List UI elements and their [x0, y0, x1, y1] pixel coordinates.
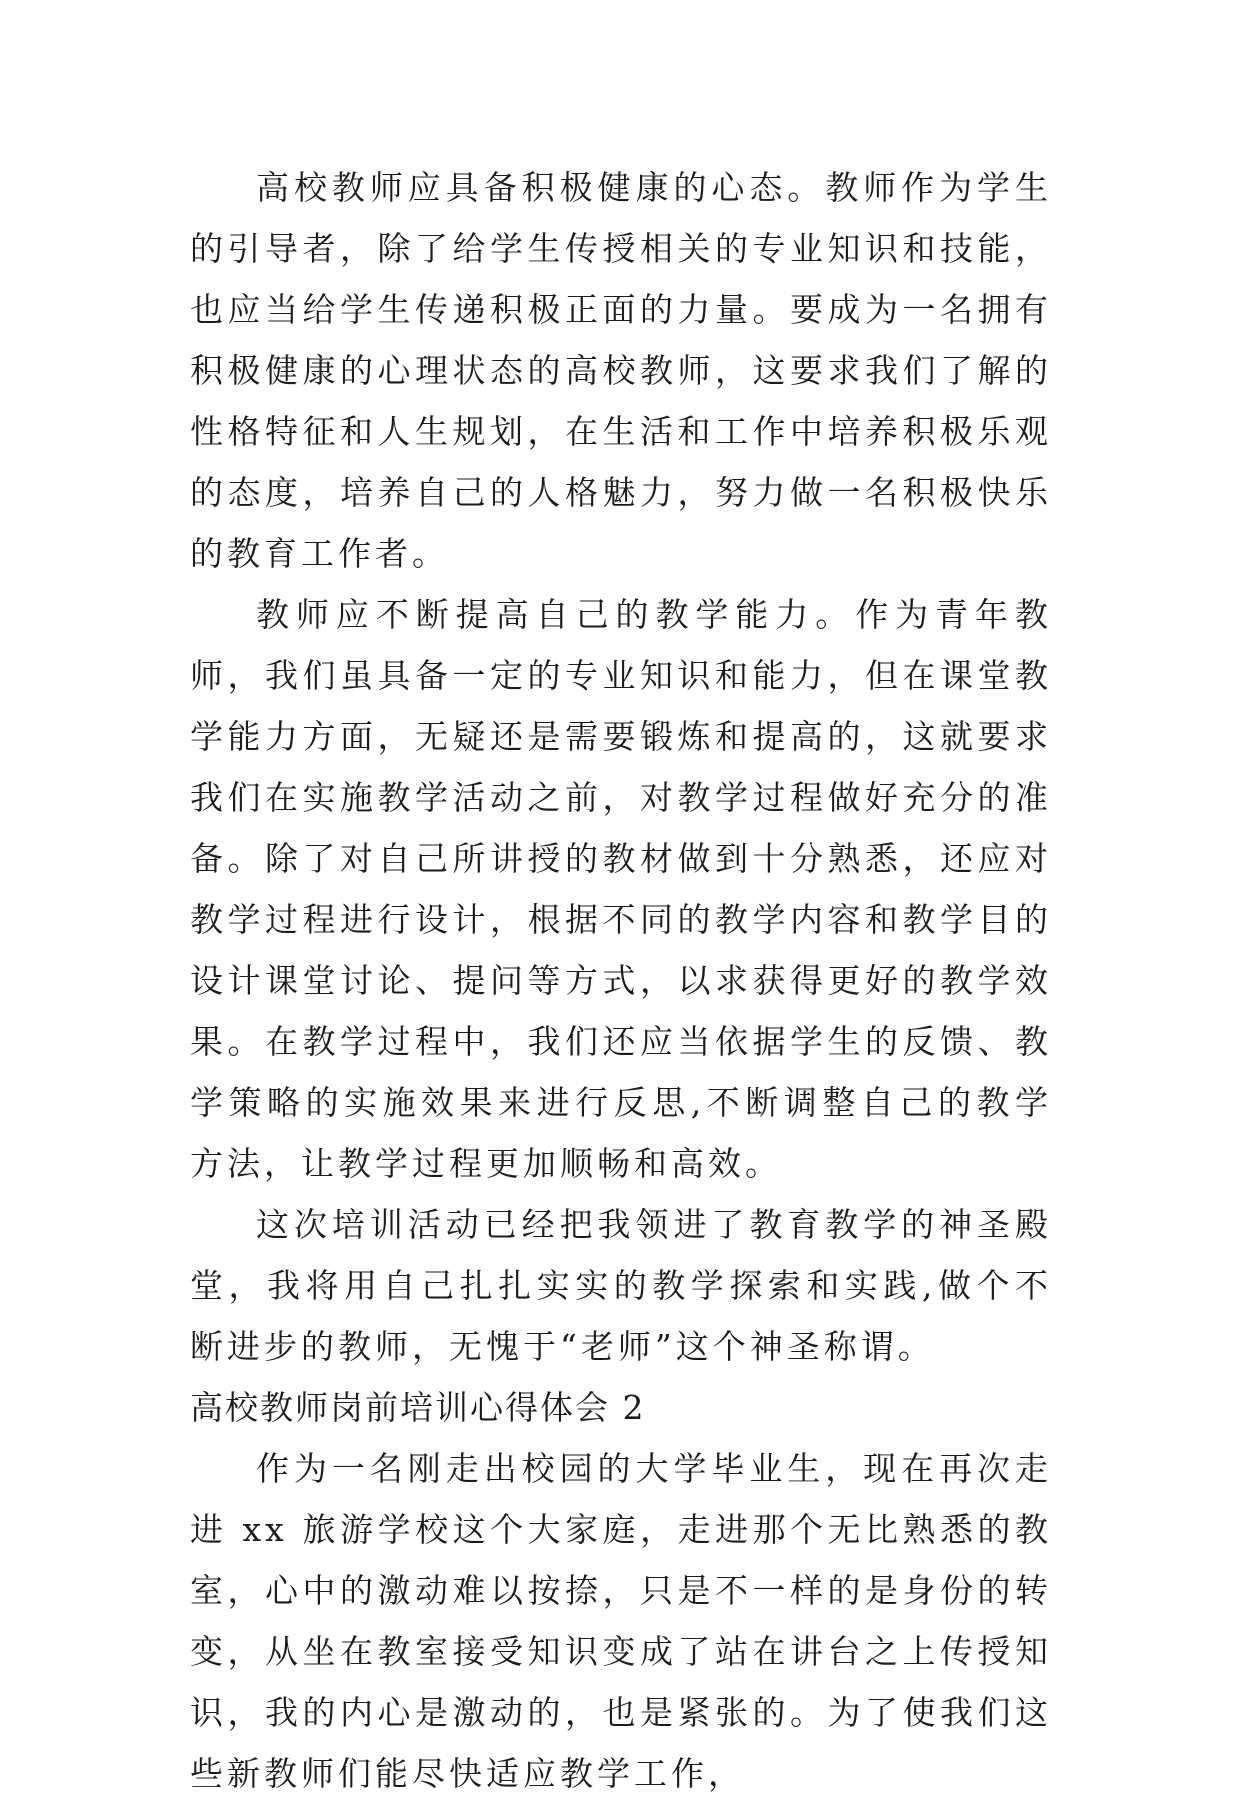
paragraph-new-graduate: 作为一名刚走出校园的大学毕业生，现在再次走进 xx 旅游学校这个大家庭，走进那个无比熟悉的教室，心中的激动难以按捺，只是不一样的是身份的转变，从坐在教室接受知识变成了站在讲台之上传授知识，我的内心是激动的，也是紧张的。为了使我们这些新教师们能尽快适应教学工作， [190, 1449, 1052, 1793]
paragraph-teaching-ability: 教师应不断提高自己的教学能力。作为青年教师，我们虽具备一定的专业知识和能力，但在课堂教学能力方面，无疑还是需要锻炼和提高的，这就要求我们在实施教学活动之前，对教学过程做好充分的准备。除了对自己所讲授的教材做到十分熟悉，还应对教学过程进行设计，根据不同的教学内容和教学目的设计课堂讨论、提问等方式，以求获得更好的教学效果。在教学过程中，我们还应当依据学生的反馈、教学策略的实施效果来进行反思,不断调整自己的教学方法，让教学过程更加顺畅和高效。 [190, 595, 1052, 1183]
paragraph-training-conclusion: 这次培训活动已经把我领进了教育教学的神圣殿堂，我将用自己扎扎实实的教学探索和实践,做个不断进步的教师，无愧于“老师”这个神圣称谓。 [190, 1205, 1052, 1366]
document-page [190, 157, 1052, 1804]
paragraph-positive-attitude: 高校教师应具备积极健康的心态。教师作为学生的引导者，除了给学生传授相关的专业知识和技能，也应当给学生传递积极正面的力量。要成为一名拥有积极健康的心理状态的高校教师，这要求我们了解的性格特征和人生规划，在生活和工作中培养积极乐观的态度，培养自己的人格魅力，努力做一名积极快乐的教育工作者。 [190, 168, 1052, 573]
section-heading: 高校教师岗前培训心得体会 2 [190, 1388, 646, 1427]
